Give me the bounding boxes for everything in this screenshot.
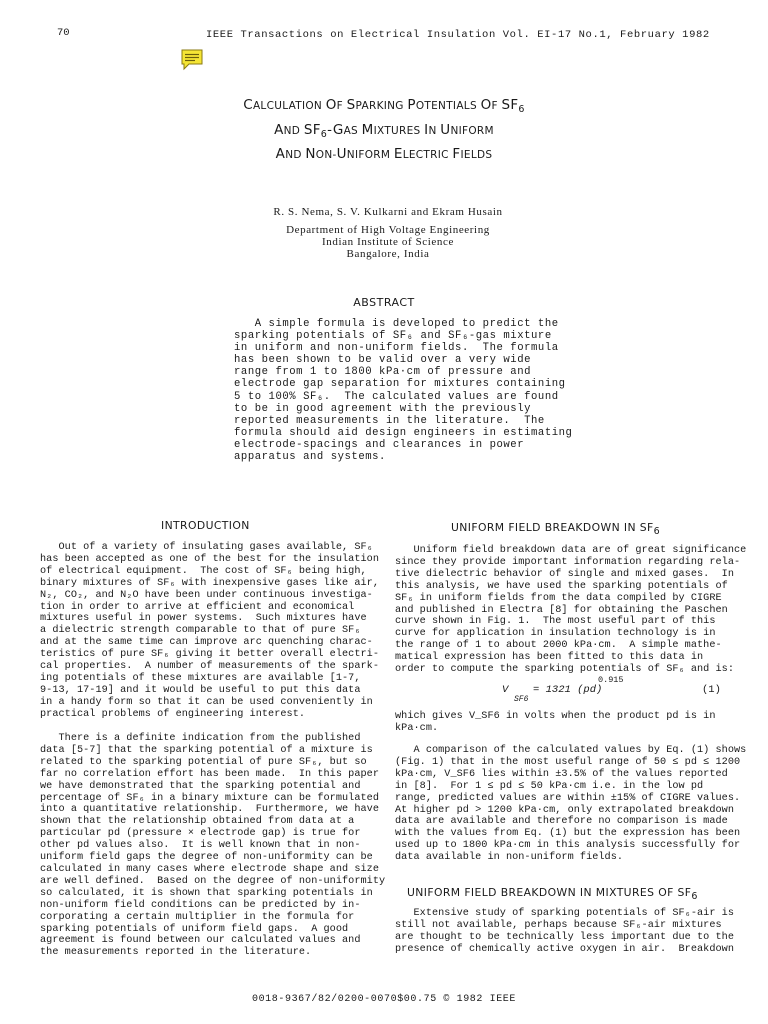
equation-lhs: V: [502, 684, 509, 696]
equation-number: (1): [702, 684, 721, 696]
introduction-heading: INTRODUCTION: [161, 519, 250, 532]
affiliation-department: Department of High Voltage Engineering: [286, 224, 490, 236]
introduction-paragraph: There is a definite indication from the published data [5-7] that the sparking potential of a mixture is related to the sparking potential of pure SF₆, but so far no correlation effort has been made. In this paper we have demonstrated that the sparking potential and percentage of SF₆ in a binary mixture can be formulated into a quantitative relationship. Furthermore, we have shown that the relationship obtained from data at a particular pd (pressure × electrode gap) is true for other pd values also. It is well known that in non- uniform field gaps the degree of non-uniformity can be calculated in many cases where electrode shape and size are well defined. Based on the degree of non-uniformity so calculated, it is shown that sparking potentials in non-uniform field conditions can be predicted by in- corporating a certain multiplier in the formula for sparking potentials of uniform field gaps. A good agreement is found between our calculated values and the measurements reported in the literature.: [40, 733, 386, 959]
affiliation-institute: Indian Institute of Science: [322, 236, 454, 248]
uniform-field-paragraph: A comparison of the calculated values by Eq. (1) shows (Fig. 1) that in the most useful range of 50 ≤ pd ≤ 1200 kPa·cm, V_SF6 lies within ±3.5% of the values reported in [8]. For 1 ≤ pd ≤ 50 kPa·cm i.e. in the low pd range, predicted values are within ±15% of CIGRE values. At higher pd > 1200 kPa·cm, only extrapolated breakdown data are available and therefore no comparison is made with the values from Eq. (1) but the expression has been used up to 1800 kPa·cm in this analysis successfully for data available in non-uniform fields.: [395, 745, 747, 864]
uniform-field-paragraph: which gives V_SF6 in volts when the product pd is in kPa·cm.: [395, 711, 716, 734]
abstract-body: A simple formula is developed to predict the sparking potentials of SF₆ and SF₆-gas mixture in uniform and non-uniform fields. The formula has been shown to be valid over a very wide range from 1 to 1800 kPa·cm of pressure and electrode gap separation for mixtures containing 5 to 100% SF₆. The calculated values are found to be in good agreement with the previously reported measurements in the literature. The formula should aid design engineers in estimating electrode-spacings and clearances in power apparatus and systems.: [234, 318, 573, 464]
equation-exponent: 0.915: [598, 675, 624, 685]
author-list: R. S. Nema, S. V. Kulkarni and Ekram Husain: [273, 206, 503, 218]
copyright-footer: 0018-9367/82/0200-0070$00.75 © 1982 IEEE: [251, 994, 517, 1005]
mixtures-heading: UNIFORM FIELD BREAKDOWN IN MIXTURES OF $SF_6$: [407, 886, 698, 902]
paper-title-line-1: CALCULATION OF SPARKING POTENTIALS OF $SF_6$: [243, 97, 525, 115]
sticky-note-icon[interactable]: [180, 48, 204, 72]
equation-lhs-subscript: SF6: [514, 695, 529, 704]
uniform-field-paragraph: Uniform field breakdown data are of great significance since they provide important information regarding rela- tive dielectric behavior of single and mixed gases. In this analysis, we have used the sparking potentials of SF₆ in uniform fields from the data compiled by CIGRE and published in Electra [8] for obtaining the Paschen curve shown in Fig. 1. The most useful part of this curve for application in insulation technology is in the range of 1 to about 2000 kPa·cm. A simple mathe- matical expression has been fitted to this data in order to compute the sparking potentials of SF₆ and is:: [395, 545, 747, 676]
mixtures-paragraph: Extensive study of sparking potentials of SF₆-air is still not available, perhaps because SF₆-air mixtures are thought to be technically less important due to the presence of chemically active oxygen in air. Breakdown: [395, 908, 734, 955]
paper-title-line-3: AND NON-UNIFORM ELECTRIC FIELDS: [275, 146, 493, 162]
equation-rhs: = 1321 (pd): [533, 684, 603, 696]
paper-title-line-2: AND $SF_6$-GAS MIXTURES IN UNIFORM: [274, 122, 494, 140]
equation-1: [470, 675, 730, 710]
introduction-paragraph: Out of a variety of insulating gases available, SF₆ has been accepted as one of the best for the insulation of electrical equipment. The cost of SF₆ being high, binary mixtures of SF₆ with inexpensive gases like air, N₂, CO₂, and N₂O have been under continuous investiga- tion in order to arrive at efficient and economical mixtures useful in power systems. Such mixtures have a dielectric strength comparable to that of pure SF₆ and at the same time can improve arc quenching charac- teristics of pure SF₆ giving it better overall electri- cal properties. A number of measurements of the spark- ing potentials of these mixtures are available [1-7, 9-13, 17-19] and it would be useful to put this data in a handy form so that it can be used conveniently in practical problems of engineering interest.: [40, 542, 379, 720]
affiliation-city: Bangalore, India: [346, 248, 430, 260]
abstract-heading: ABSTRACT: [353, 296, 415, 309]
page-number: 70: [57, 27, 70, 39]
running-header: IEEE Transactions on Electrical Insulation Vol. EI-17 No.1, February 1982: [206, 29, 710, 41]
uniform-field-heading: UNIFORM FIELD BREAKDOWN IN $SF_6$: [451, 521, 661, 537]
